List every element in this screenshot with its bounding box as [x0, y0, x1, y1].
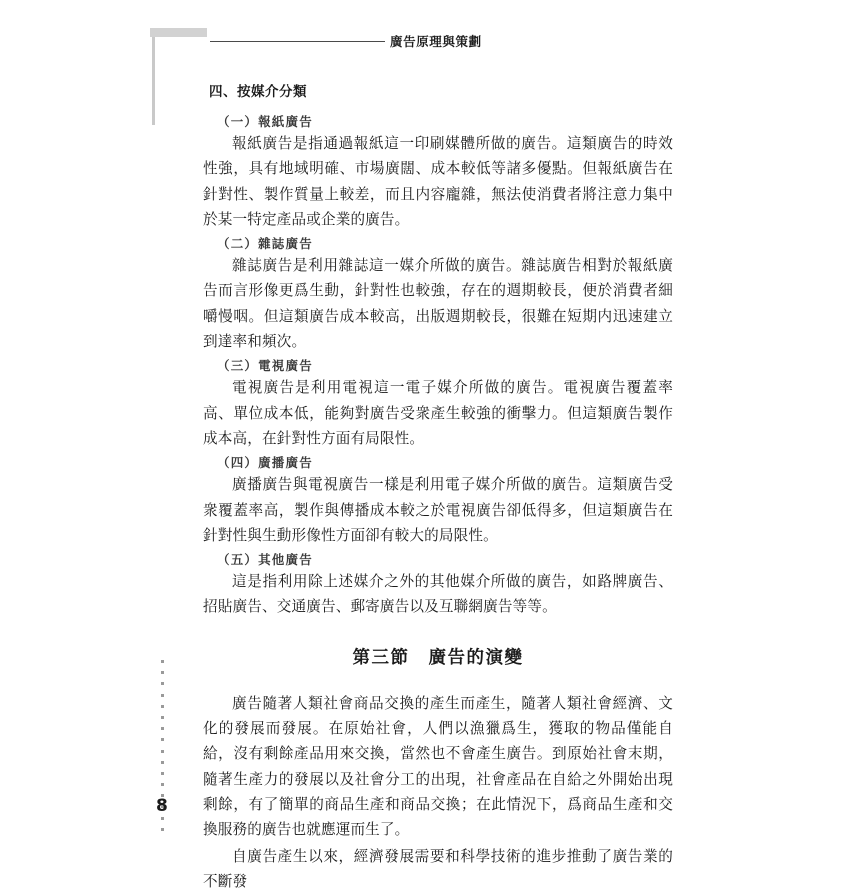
page-number: 8	[156, 796, 168, 816]
vertical-dotted-rule-icon	[161, 660, 165, 796]
subsection-paragraph-1: 報紙廣告是指通過報紙這一印刷媒體所做的廣告。這類廣告的時效性強，具有地域明確、市場廣闊、成本較低等諸多優點。但報紙廣告在針對性、製作質量上較差，而且内容龐雜，無法使消費者將注意力集中於某一特定產品或企業的廣告。	[203, 135, 673, 228]
subsection-paragraph-5: 這是指利用除上述媒介之外的其他媒介所做的廣告，如路牌廣告、招貼廣告、交通廣告、郵寄廣告以及互聯網廣告等等。	[203, 573, 673, 616]
running-head-title: 廣告原理與策劃	[390, 34, 482, 49]
subsection-label-4: （四）廣播廣告	[217, 455, 313, 471]
subsection-paragraph-3: 電視廣告是利用電視這一電子媒介所做的廣告。電視廣告覆蓋率高、單位成本低，能夠對廣告受衆產生較強的衝擊力。但這類廣告製作成本高，在針對性方面有局限性。	[203, 379, 673, 447]
page-header	[150, 28, 680, 58]
section-heading-three: 第三節 廣告的演變	[352, 647, 524, 668]
section-paragraph-2: 自廣告產生以來，經濟發展需要和科學技術的進步推動了廣告業的不斷發	[203, 847, 673, 890]
section-paragraph-1: 廣告隨著人類社會商品交換的產生而產生，隨著人類社會經濟、文化的發展而發展。在原始社會，人們以漁獵爲生，獲取的物品僅能自給，沒有剩餘產品用來交換，當然也不會產生廣告。到原始社會末期，隨著生產力的發展以及社會分工的出現，社會產品在自給之外開始出現剩餘，有了簡單的商品生產和商品交換；在此情況下，爲商品生產和交換服務的廣告也就應運而生了。	[203, 694, 673, 839]
subsection-paragraph-2: 雜誌廣告是利用雜誌這一媒介所做的廣告。雜誌廣告相對於報紙廣告而言形像更爲生動，針對性也較強，存在的週期較長，便於消費者細嚼慢咽。但這類廣告成本較高，出版週期較長，很難在短期内迅速建立到達率和頻次。	[203, 257, 673, 351]
subsection-label-2: （二）雜誌廣告	[217, 236, 313, 252]
subsection-label-5: （五）其他廣告	[217, 552, 313, 568]
horizontal-rule-icon	[210, 41, 385, 42]
section-heading-four: 四、按媒介分類	[209, 84, 307, 100]
page-content	[203, 80, 673, 895]
corner-bracket-stem-icon	[152, 37, 155, 125]
subsection-label-1: （一）報紙廣告	[217, 114, 313, 129]
subsection-label-3: （三）電視廣告	[217, 358, 313, 374]
corner-bracket-icon	[150, 28, 207, 37]
subsection-paragraph-4: 廣播廣告與電視廣告一樣是利用電子媒介所做的廣告。這類廣告受衆覆蓋率高，製作與傳播成本較之於電視廣告卻低得多，但這類廣告在針對性與生動形像性方面卻有較大的局限性。	[203, 476, 673, 544]
